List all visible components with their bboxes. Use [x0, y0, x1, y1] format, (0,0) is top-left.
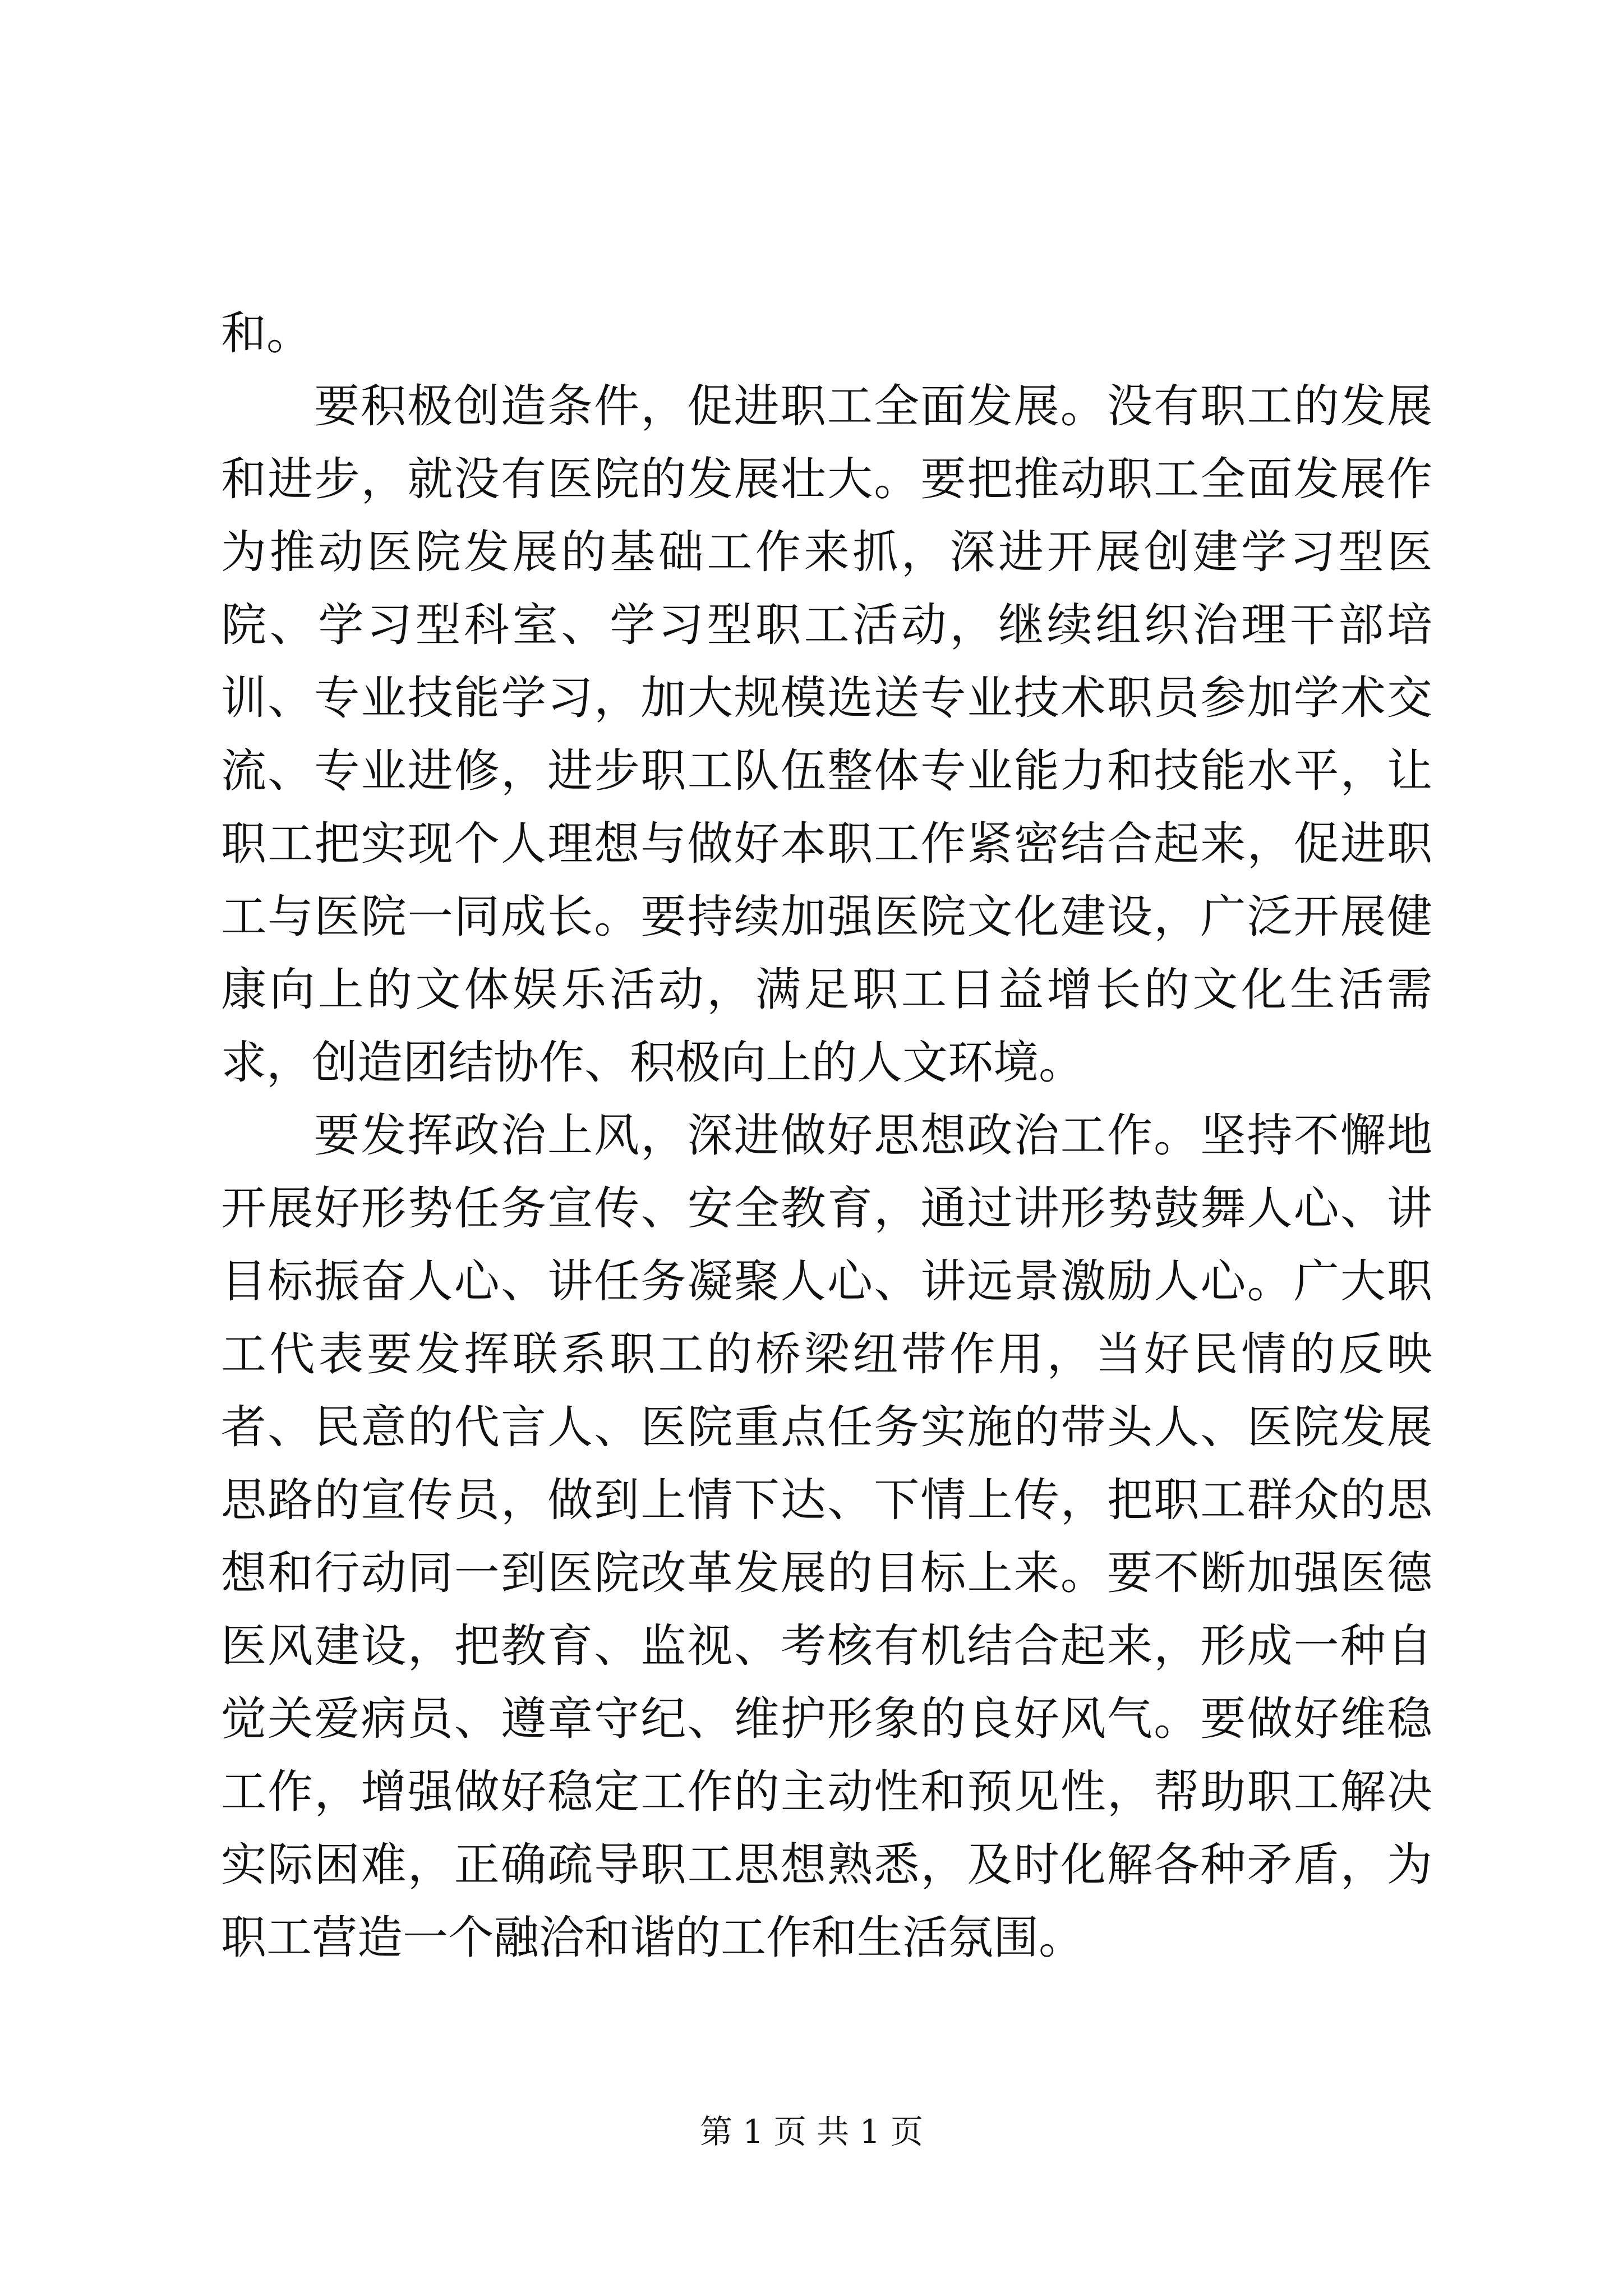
page-number-footer: 第 1 页 共 1 页 — [700, 2113, 923, 2151]
document-body — [221, 297, 1432, 1975]
paragraph-staff-development: 要积极创造条件，促进职工全面发展。没有职工的发展和进步，就没有医院的发展壮大。要把推动职工全面发展作为推动医院发展的基础工作来抓，深进开展创建学习型医院、学习型科室、学习型职工活动，继续组织治理干部培训、专业技能学习，加大规模选送专业技术职员参加学术交流、专业进修，进步职工队伍整体专业能力和技能水平，让职工把实现个人理想与做好本职工作紧密结合起来，促进职工与医院一同成长。要持续加强医院文化建设，广泛开展健康向上的文体娱乐活动，满足职工日益增长的文化生活需求，创造团结协作、积极向上的人文环境。 — [221, 380, 1432, 1089]
paragraph-continuation: 和。 — [221, 307, 312, 360]
paragraph-political-work: 要发挥政治上风，深进做好思想政治工作。坚持不懈地开展好形势任务宣传、安全教育，通过讲形势鼓舞人心、讲目标振奋人心、讲任务凝聚人心、讲远景激励人心。广大职工代表要发挥联系职工的桥梁纽带作用，当好民情的反映者、民意的代言人、医院重点任务实施的带头人、医院发展思路的宣传员，做到上情下达、下情上传，把职工群众的思想和行动同一到医院改革发展的目标上来。要不断加强医德医风建设，把教育、监视、考核有机结合起来，形成一种自觉关爱病员、遵章守纪、维护形象的良好风气。要做好维稳工作，增强做好稳定工作的主动性和预见性，帮助职工解决实际困难，正确疏导职工思想熟悉，及时化解各种矛盾，为职工营造一个融洽和谐的工作和生活氛围。 — [221, 1110, 1432, 1964]
